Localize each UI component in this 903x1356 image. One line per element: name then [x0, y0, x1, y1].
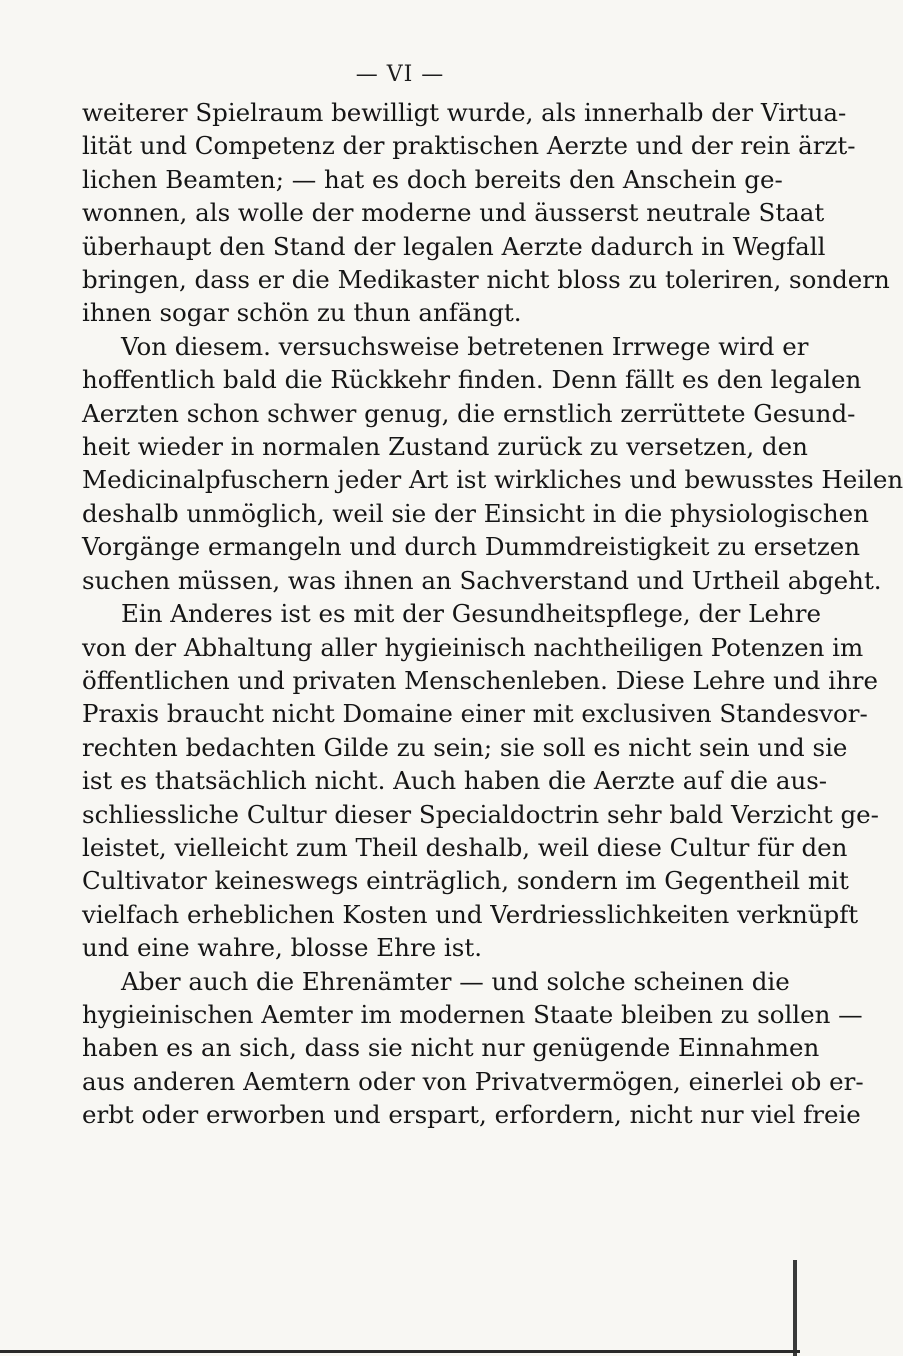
text-line: suchen müssen, was ihnen an Sachverstand und Urtheil abgeht.: [82, 565, 882, 595]
page-edge-shadow: [793, 1260, 797, 1356]
text-line: aus anderen Aemtern oder von Privatvermögen, einerlei ob er-: [82, 1066, 864, 1096]
bottom-border: [0, 1350, 800, 1353]
text-line: ihnen sogar schön zu thun anfängt.: [82, 298, 522, 328]
text-line: Ein Anderes ist es mit der Gesundheitspflege, der Lehre: [121, 599, 821, 629]
text-line: ist es thatsächlich nicht. Auch haben die Aerzte auf die aus-: [82, 766, 828, 796]
text-line: lität und Competenz der praktischen Aerzte und der rein ärzt-: [82, 131, 856, 161]
text-line: schliessliche Cultur dieser Specialdoctrin sehr bald Verzicht ge-: [82, 799, 879, 829]
text-line: überhaupt den Stand der legalen Aerzte dadurch in Wegfall: [82, 231, 826, 261]
text-line: Aerzten schon schwer genug, die ernstlich zerrüttete Gesund-: [82, 398, 856, 428]
page-number-header: — VI —: [355, 62, 445, 87]
text-line: von der Abhaltung aller hygieinisch nachtheiligen Potenzen im: [82, 632, 864, 662]
text-line: öffentlichen und privaten Menschenleben. Diese Lehre und ihre: [82, 665, 878, 695]
text-line: lichen Beamten; — hat es doch bereits den Anschein ge-: [82, 164, 783, 194]
text-line: Aber auch die Ehrenämter — und solche scheinen die: [121, 966, 790, 996]
text-line: bringen, dass er die Medikaster nicht bloss zu toleriren, sondern: [82, 265, 890, 295]
text-line: rechten bedachten Gilde zu sein; sie soll es nicht sein und sie: [82, 732, 848, 762]
text-line: hoffentlich bald die Rückkehr finden. Denn fällt es den legalen: [82, 365, 862, 395]
text-line: weiterer Spielraum bewilligt wurde, als innerhalb der Virtua-: [82, 98, 847, 127]
text-line: erbt oder erworben und erspart, erfordern, nicht nur viel freie: [82, 1100, 861, 1130]
text-line: Cultivator keineswegs einträglich, sondern im Gegentheil mit: [82, 866, 849, 896]
text-line: deshalb unmöglich, weil sie der Einsicht in die physiologischen: [82, 498, 869, 528]
text-line: Vorgänge ermangeln und durch Dummdreistigkeit zu ersetzen: [82, 532, 861, 562]
text-line: Von diesem. versuchsweise betretenen Irrwege wird er: [121, 331, 809, 361]
text-line: wonnen, als wolle der moderne und äusserst neutrale Staat: [82, 198, 825, 228]
body-text: [82, 96, 903, 1132]
text-line: Praxis braucht nicht Domaine einer mit exclusiven Standesvor-: [82, 699, 868, 729]
text-line: vielfach erheblichen Kosten und Verdriesslichkeiten verknüpft: [82, 899, 859, 929]
text-line: Medicinalpfuschern jeder Art ist wirkliches und bewusstes Heilen: [82, 465, 903, 495]
text-line: heit wieder in normalen Zustand zurück zu versetzen, den: [82, 432, 808, 462]
text-line: und eine wahre, blosse Ehre ist.: [82, 933, 482, 963]
text-line: hygieinischen Aemter im modernen Staate bleiben zu sollen —: [82, 999, 863, 1029]
text-line: leistet, vielleicht zum Theil deshalb, weil diese Cultur für den: [82, 832, 848, 862]
text-line: haben es an sich, dass sie nicht nur genügende Einnahmen: [82, 1033, 820, 1063]
